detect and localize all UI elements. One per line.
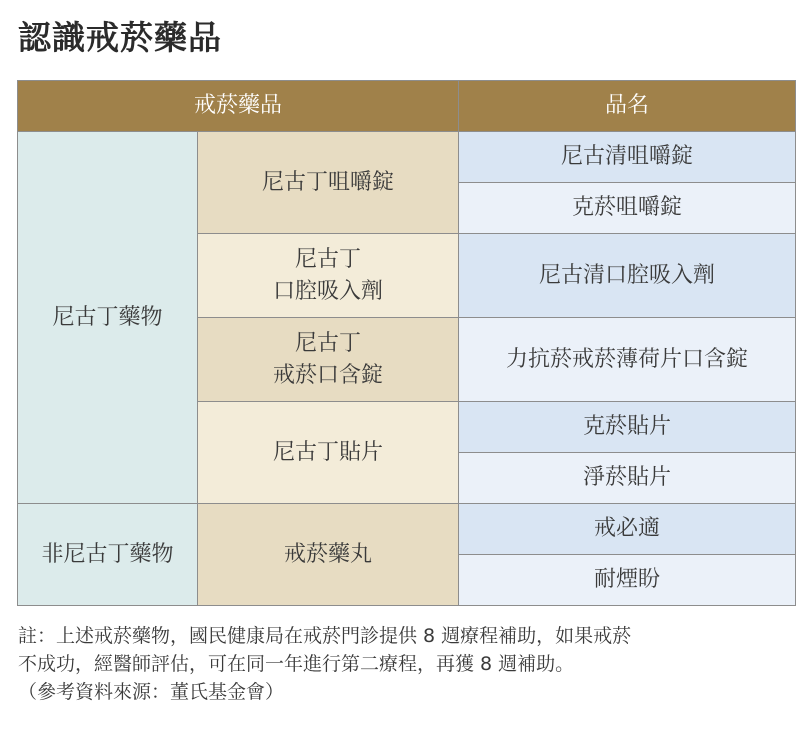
product-name: 尼古清咀嚼錠 xyxy=(459,132,796,183)
product-name: 耐煙盼 xyxy=(459,555,796,606)
product-name: 尼古清口腔吸入劑 xyxy=(459,234,796,318)
table-row xyxy=(18,132,796,183)
type-nicotine-lozenge: 尼古丁 戒菸口含錠 xyxy=(198,318,459,402)
category-nicotine-drugs: 尼古丁藥物 xyxy=(18,132,198,504)
page-title: 認識戒菸藥品 xyxy=(18,18,222,57)
category-non-nicotine-drugs: 非尼古丁藥物 xyxy=(18,504,198,606)
type-cessation-pill: 戒菸藥丸 xyxy=(198,504,459,606)
type-nicotine-inhaler: 尼古丁 口腔吸入劑 xyxy=(198,234,459,318)
header-product-name: 品名 xyxy=(459,81,796,132)
product-name: 戒必適 xyxy=(459,504,796,555)
smoking-cessation-drug-table xyxy=(17,80,796,606)
footnote xyxy=(18,622,803,706)
product-name: 力抗菸戒菸薄荷片口含錠 xyxy=(459,318,796,402)
table-header-row xyxy=(18,81,796,132)
product-name: 克菸貼片 xyxy=(459,402,796,453)
note-line: 不成功，經醫師評估，可在同一年進行第二療程，再獲 8 週補助。 xyxy=(18,653,575,675)
table-row xyxy=(18,504,796,555)
type-nicotine-gum: 尼古丁咀嚼錠 xyxy=(198,132,459,234)
source-line: （參考資料來源：董氏基金會） xyxy=(18,681,285,703)
product-name: 克菸咀嚼錠 xyxy=(459,183,796,234)
type-nicotine-patch: 尼古丁貼片 xyxy=(198,402,459,504)
header-drug-category: 戒菸藥品 xyxy=(18,81,459,132)
note-line: 註：上述戒菸藥物，國民健康局在戒菸門診提供 8 週療程補助，如果戒菸 xyxy=(18,625,632,647)
product-name: 淨菸貼片 xyxy=(459,453,796,504)
